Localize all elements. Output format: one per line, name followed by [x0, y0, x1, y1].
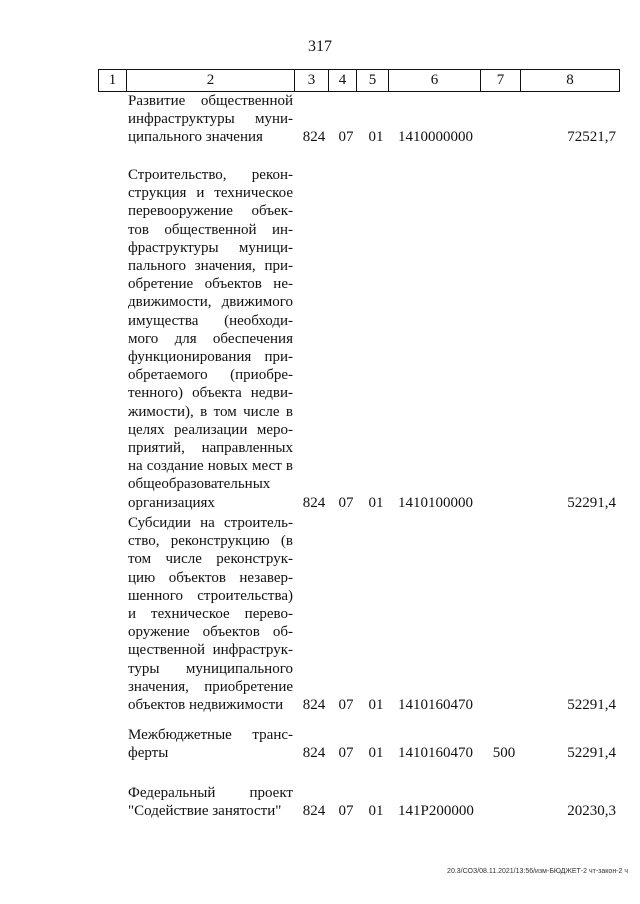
description-line: перевооружение объек-: [128, 203, 293, 220]
description-line: Субсидии на строитель-: [128, 515, 293, 531]
description-line: Федеральный проект: [128, 785, 293, 801]
description-line: Развитие общественной: [128, 93, 293, 109]
description-line: организациях: [128, 494, 215, 511]
cell-col-4: 07: [338, 803, 354, 820]
header-col-2: 2: [126, 70, 294, 91]
description-line: "Содействие занятости": [128, 803, 282, 820]
cell-col-4: 07: [338, 494, 354, 511]
cell-col-6: 1410160470: [398, 745, 473, 762]
description-line: пального значения, при-: [128, 258, 293, 275]
cell-col-3: 824: [302, 803, 326, 820]
description-line: ферты: [128, 745, 169, 762]
description-line: Строительство, рекон-: [128, 167, 293, 183]
description-line: шенного строительства): [128, 587, 293, 604]
description-line: функционирования при-: [128, 349, 293, 366]
header-col-5: 5: [356, 70, 388, 91]
cell-col-6: 1410100000: [398, 494, 473, 511]
description-line: струкция и техническое: [128, 185, 293, 202]
cell-col-4: 07: [338, 697, 354, 713]
cell-col-5: 01: [368, 129, 384, 146]
cell-col-5: 01: [368, 697, 384, 713]
cell-col-5: 01: [368, 494, 384, 511]
cell-col-8: 72521,7: [567, 129, 616, 146]
description-line: движимости, движимого: [128, 294, 293, 311]
description-line: тов общественной ин-: [128, 221, 293, 238]
cell-col-6: 141P200000: [398, 803, 474, 820]
header-col-1: 1: [98, 70, 126, 91]
description-line: общеобразовательных: [128, 476, 271, 493]
cell-col-8: 52291,4: [567, 745, 616, 762]
description-line: на создание новых мест в: [128, 458, 293, 475]
description-line: целях реализации меро-: [128, 421, 293, 438]
description-line: щественной инфраструк-: [128, 642, 293, 659]
table-header: [98, 69, 620, 92]
cell-col-5: 01: [368, 745, 384, 762]
row-description: [128, 784, 293, 820]
cell-col-8: 20230,3: [567, 803, 616, 820]
description-line: значения, приобретение: [128, 678, 293, 695]
row-description: [128, 92, 293, 147]
header-col-4: 4: [328, 70, 356, 91]
header-col-3: 3: [294, 70, 328, 91]
header-col-8: 8: [520, 70, 620, 91]
description-line: обретаемого (приобре-: [128, 367, 293, 384]
cell-col-3: 824: [302, 745, 326, 762]
row-description: [128, 514, 293, 714]
cell-col-3: 824: [302, 494, 326, 511]
description-line: ство, реконструкцию (в: [128, 533, 293, 550]
cell-col-5: 01: [368, 803, 384, 820]
cell-col-3: 824: [302, 129, 326, 146]
description-line: фраструктуры муници-: [128, 239, 293, 256]
cell-col-3: 824: [302, 697, 326, 713]
description-line: мого для обеспечения: [128, 330, 293, 347]
header-col-6: 6: [388, 70, 480, 91]
header-col-7: 7: [480, 70, 520, 91]
row-description: [128, 726, 293, 762]
page-number: 317: [308, 38, 332, 55]
description-line: и техническое перево-: [128, 606, 293, 623]
description-line: инфраструктуры муни-: [128, 111, 293, 128]
cell-col-6: 1410160470: [398, 697, 473, 713]
cell-col-4: 07: [338, 745, 354, 762]
cell-col-8: 52291,4: [567, 697, 616, 713]
description-line: цию объектов незавер-: [128, 569, 293, 586]
description-line: обретение объектов не-: [128, 276, 293, 293]
cell-col-7: 500: [492, 745, 516, 762]
description-line: тенного) объекта недви-: [128, 385, 293, 402]
description-line: жимости), в том числе в: [128, 403, 293, 420]
description-line: туры муниципального: [128, 660, 293, 677]
description-line: оружение объектов об-: [128, 624, 293, 641]
description-line: том числе реконструк-: [128, 551, 293, 568]
row-description: [128, 166, 293, 512]
description-line: Межбюджетные транс-: [128, 727, 293, 743]
cell-col-6: 1410000000: [398, 129, 473, 146]
description-line: имущества (необходи-: [128, 312, 293, 329]
cell-col-4: 07: [338, 129, 354, 146]
description-line: приятий, направленных: [128, 440, 293, 457]
description-line: ципального значения: [128, 129, 263, 146]
description-line: объектов недвижимости: [128, 697, 284, 714]
footer-stamp: 20.3/СОЗ/08.11.2021/13:56/изм-БЮДЖЕТ-2 чт-закон-2 ч: [447, 868, 628, 875]
cell-col-8: 52291,4: [567, 494, 616, 511]
